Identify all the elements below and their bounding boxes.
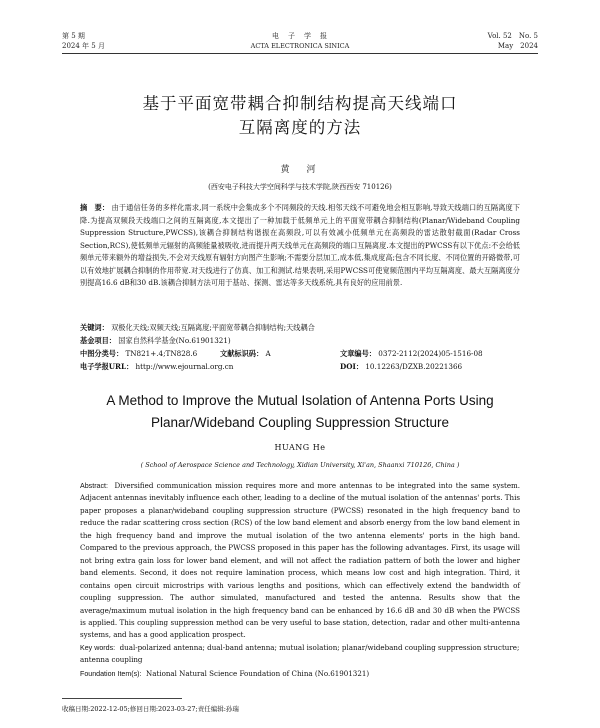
doc-code-label: 文献标识码： [220,349,264,358]
keywords-cn-label: 关键词： [80,323,109,332]
header-date-cn: 2024 年 5 月 [62,42,105,50]
keywords-en [80,642,520,667]
header-date-en: May 2024 [497,42,538,50]
article-no-value: 0372-2112(2024)05-1516-08 [378,349,483,358]
fund-en [80,668,520,680]
title-en [40,390,560,434]
fund-cn-label: 基金项目： [80,336,116,345]
abstract-en-text: Diversified communication mission requires more and more antennas to be integrated into the same system. Adjacent antennas inevitably influence each other, leading to a decline of the mutual isolation of the antennas' ports. This paper proposes a planar/wideband coupling suppression structure (PWCSS) resonated in the high frequency band to reduce the radar scattering cross section (RCS) of the low band element and absorb energy from the low band element in the high frequency band and improve the mutual isolation of the two antenna elements' ports in the high band. Compared to the previous approach, the PWCSS proposed in this paper has the following advantages. First, its usage will not bring extra gain loss for lower band element, and will not affect the radiation pattern of both the lower and higher band elements. Second, it does not require lamination process, which means low cost and high integration. Third, it contains open circuit microstrips with various lengths and positions, which can effectively extend the bandwidth of coupling suppression. The author simulated, manufactured and tested the antenna. Results show that the average/maximum mutual isolation in the high frequency band can be enhanced by 16.6 dB and 30 dB when the PWCSS is applied. This coupling suppression method can be very useful to base station, detection, radar and other multi-antenna systems, and has a good application prospect. [80,481,520,640]
header-journal-en: ACTA ELECTRONICA SINICA [250,42,350,50]
header-divider [62,53,538,54]
keywords-cn [80,322,315,333]
article-no-label: 文章编号： [340,349,376,358]
abstract-cn [80,202,520,290]
header-issue-cn: 第 5 期 [62,32,85,40]
affiliation-en: ( School of Aerospace Science and Technology, Xidian University, Xi'an, Shaanxi 710126, China ) [140,461,460,469]
header-volume: Vol. 52 No. 5 [487,32,538,40]
url-doi-line [80,361,520,372]
doi-label: DOI： [340,362,364,371]
title-cn-line: 基于平面宽带耦合抑制结构提高天线端口 [142,94,458,113]
clc-value: TN821+.4;TN828.6 [125,349,198,358]
title-en-line: Planar/Wideband Coupling Suppression Structure [151,415,449,430]
clc-label: 中图分类号： [80,349,124,358]
abstract-en-label: Abstract: [80,482,108,490]
abstract-cn-text: 由于通信任务的多样化需求,同一系统中会集成多个不同频段的天线.相邻天线不可避免地会相互影响,导致天线端口的互隔离度下降.为提高双频段天线端口之间的互隔离度,本文提出了一种加载于低频单元上的平面宽带耦合抑制结构(Planar/Wideband Coupling Suppression Structure,PWCSS),该耦合抑制结构谐振在高频段,可以有效减小低频单元在高频段的雷达散射截面(Radar Cross Section,RCS),使低频单元辐射的高频能量被吸收,进而提升两天线单元在高频段的端口互隔离度.本文提出的PWCSS有以下优点:不会给低频单元带来额外的增益损失,不会对天线原有辐射方向图产生影响;不需要分层加工,成本低,集成度高;包含不同长度、不同位置的开路微带,可以有效地扩展耦合抑制的作用带宽.对天线进行了仿真、加工和测试.结果表明,采用PWCSS可使宽频范围内平均互隔离度、最大互隔离度分别提高16.6 dB和30 dB.该耦合抑制方法可用于基站、探测、雷达等多天线系统,具有良好的应用前景. [80,203,520,287]
author-cn: 黄 河 [280,165,320,175]
title-en-line: A Method to Improve the Mutual Isolation of Antenna Ports Using [106,393,494,408]
classification-line [80,348,520,359]
title-cn [0,92,600,140]
fund-en-text: National Natural Science Foundation of China (No.61901321) [146,669,370,678]
title-cn-line: 互隔离度的方法 [238,118,362,137]
abstract-cn-label: 摘 要： [80,203,110,212]
fund-en-label: Foundation Item(s): [80,670,142,678]
footnote-dates: 收稿日期:2022-12-05;修回日期:2023-03-27;责任编辑:孙瑞 [62,705,239,713]
header-journal-cn: 电 子 学 报 [272,32,328,40]
keywords-en-label: Key words: [80,644,116,652]
abstract-en [80,480,520,642]
doi-value[interactable]: 10.12263/DZXB.20221366 [365,362,463,371]
fund-cn [80,335,231,346]
keywords-cn-text: 双极化天线;双频天线;互隔离度;平面宽带耦合抑制结构;天线耦合 [111,323,315,332]
author-en: HUANG He [274,443,326,452]
journal-url[interactable]: http://www.ejournal.org.cn [135,362,234,371]
affiliation-cn: (西安电子科技大学空间科学与技术学院,陕西西安 710126) [208,183,392,191]
url-label: 电子学报URL： [80,362,134,371]
doc-code-value: A [265,349,271,358]
fund-cn-text: 国家自然科学基金(No.61901321) [118,336,231,345]
keywords-en-text: dual-polarized antenna; dual-band antenna; mutual isolation; planar/wideband coupling suppression structure; antenna coupling [80,643,520,665]
footnote-divider [62,698,182,699]
